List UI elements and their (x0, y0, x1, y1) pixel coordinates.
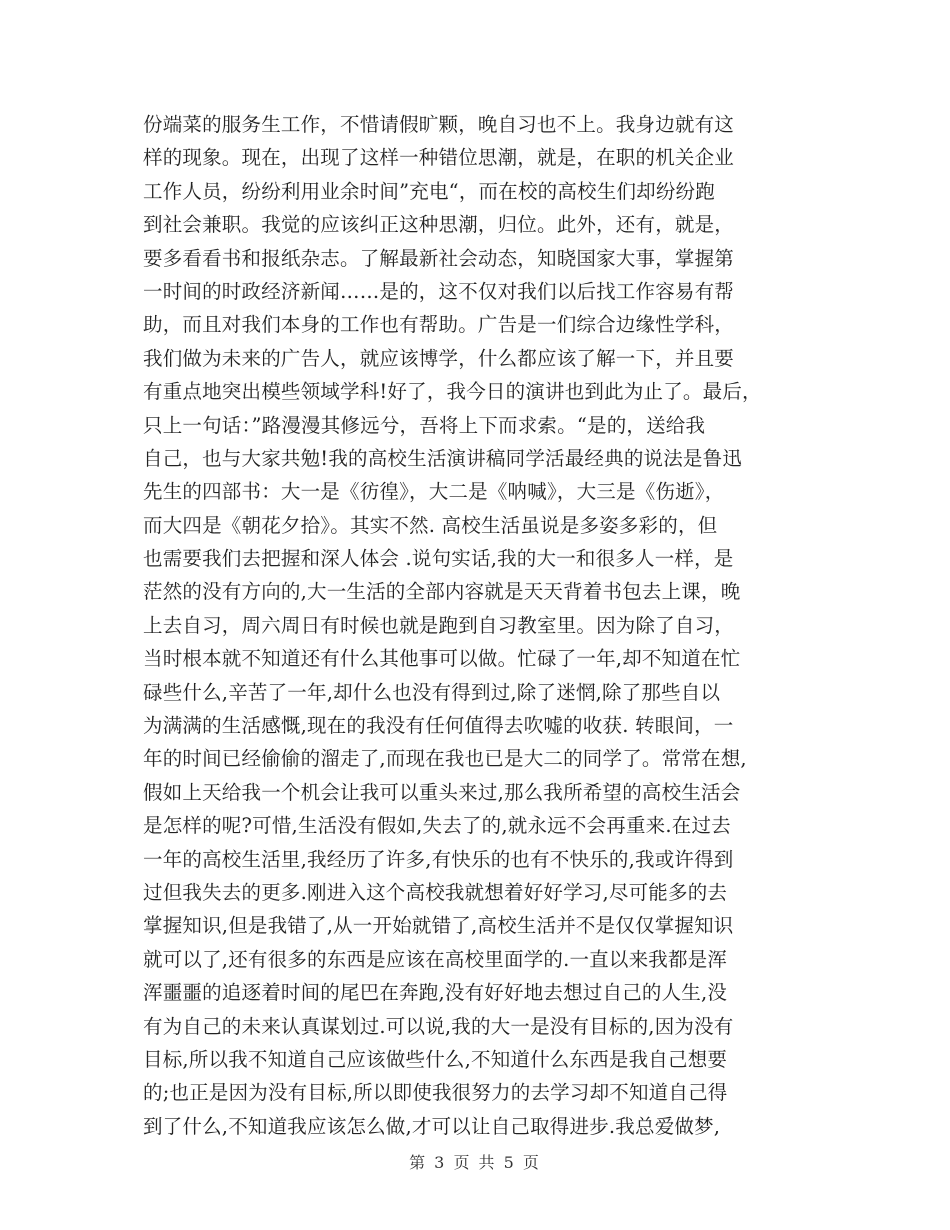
text-line: 有重点地突出模些领域学科!好了，我今日的演讲也到此为止了。最后， (143, 380, 762, 404)
text-line: 是怎样的呢?可惜,生活没有假如,失去了的,就永远不会再重来.在过去 (143, 814, 731, 838)
text-line: 过但我失去的更多.刚进入这个高校我就想着好好学习,尽可能多的去 (143, 880, 728, 904)
text-line: 也需要我们去把握和深人体会 .说句实话,我的大一和很多人一样，是 (143, 547, 734, 571)
text-line: 就可以了,还有很多的东西是应该在高校里面学的.一直以来我都是浑 (143, 947, 728, 971)
text-line: 碌些什么,辛苦了一年,却什么也没有得到过,除了迷惘,除了那些自以 (143, 680, 721, 704)
text-line: 当时根本就不知道还有什么其他事可以做。忙碌了一年,却不知道在忙 (143, 647, 741, 671)
text-line: 掌握知识,但是我错了,从一开始就错了,高校生活并不是仅仅掌握知识 (143, 914, 734, 938)
text-line: 份端菜的服务生工作，不惜请假旷颗，晚自习也不上。我身边就有这 (143, 113, 735, 136)
text-line: 而大四是《朝花夕拾》。其实不然. 高校生活虽说是多姿多彩的，但 (143, 513, 718, 537)
text-line: 一时间的时政经济新闻……是的，这不仅对我们以后找工作容易有帮 (143, 279, 735, 303)
text-line: 只上一句话：”路漫漫其修远兮，吾将上下而求索。“是的，送给我 (143, 413, 706, 437)
text-line: 自己，也与大家共勉!我的高校生活演讲稿同学活最经典的说法是鲁迅 (143, 446, 743, 470)
page-footer (0, 1150, 950, 1173)
text-line: 浑噩噩的追逐着时间的尾巴在奔跑,没有好好地去想过自己的人生,没 (143, 981, 728, 1005)
text-line: 有为自己的未来认真谋划过.可以说,我的大一是没有目标的,因为没有 (143, 1014, 734, 1038)
text-line: 的;也正是因为没有目标,所以即使我很努力的去学习却不知道自己得 (143, 1081, 728, 1105)
text-line: 茫然的没有方向的,大一生活的全部内容就是天天背着书包去上课，晚 (143, 580, 741, 604)
text-line: 要多看看书和报纸杂志。了解最新社会动态，知晓国家大事，掌握第 (143, 246, 735, 270)
page-number-label: 第 3 页 共 5 页 (409, 1153, 541, 1172)
text-line: 为满满的生活感慨,现在的我没有任何值得去吹嘘的收获. 转眼间，一 (143, 714, 734, 738)
text-line: 助，而且对我们本身的工作也有帮助。广告是一们综合边缘性学科， (143, 313, 735, 337)
text-line: 目标,所以我不知道自己应该做些什么,不知道什么东西是我自己想要 (143, 1047, 728, 1071)
text-line: 到社会兼职。我觉的应该纠正这种思潮，归位。此外，还有，就是， (143, 213, 735, 237)
text-line: 我们做为未来的广告人，就应该博学，什么都应该了解一下，并且要 (143, 346, 735, 370)
text-line: 样的现象。现在，出现了这样一种错位思潮，就是，在职的机关企业 (143, 146, 735, 170)
text-line: 工作人员，纷纷利用业余时间”充电“，而在校的高校生们却纷纷跑 (143, 179, 715, 203)
body-text (143, 108, 823, 1143)
text-line: 假如上天给我一个机会让我可以重头来过,那么我所希望的高校生活会 (143, 780, 741, 804)
text-line: 先生的四部书：大一是《彷徨》，大二是《呐喊》，大三是《伤逝》， (143, 480, 725, 504)
text-line: 年的时间已经偷偷的溜走了,而现在我也已是大二的同学了。常常在想, (143, 747, 747, 771)
text-line: 上去自习，周六周日有时候也就是跑到自习教室里。因为除了自习， (143, 613, 735, 637)
text-line: 到了什么,不知道我应该怎么做,才可以让自己取得进步.我总爱做梦, (143, 1114, 721, 1138)
text-line: 一年的高校生活里,我经历了许多,有快乐的也有不快乐的,我或许得到 (143, 847, 734, 871)
